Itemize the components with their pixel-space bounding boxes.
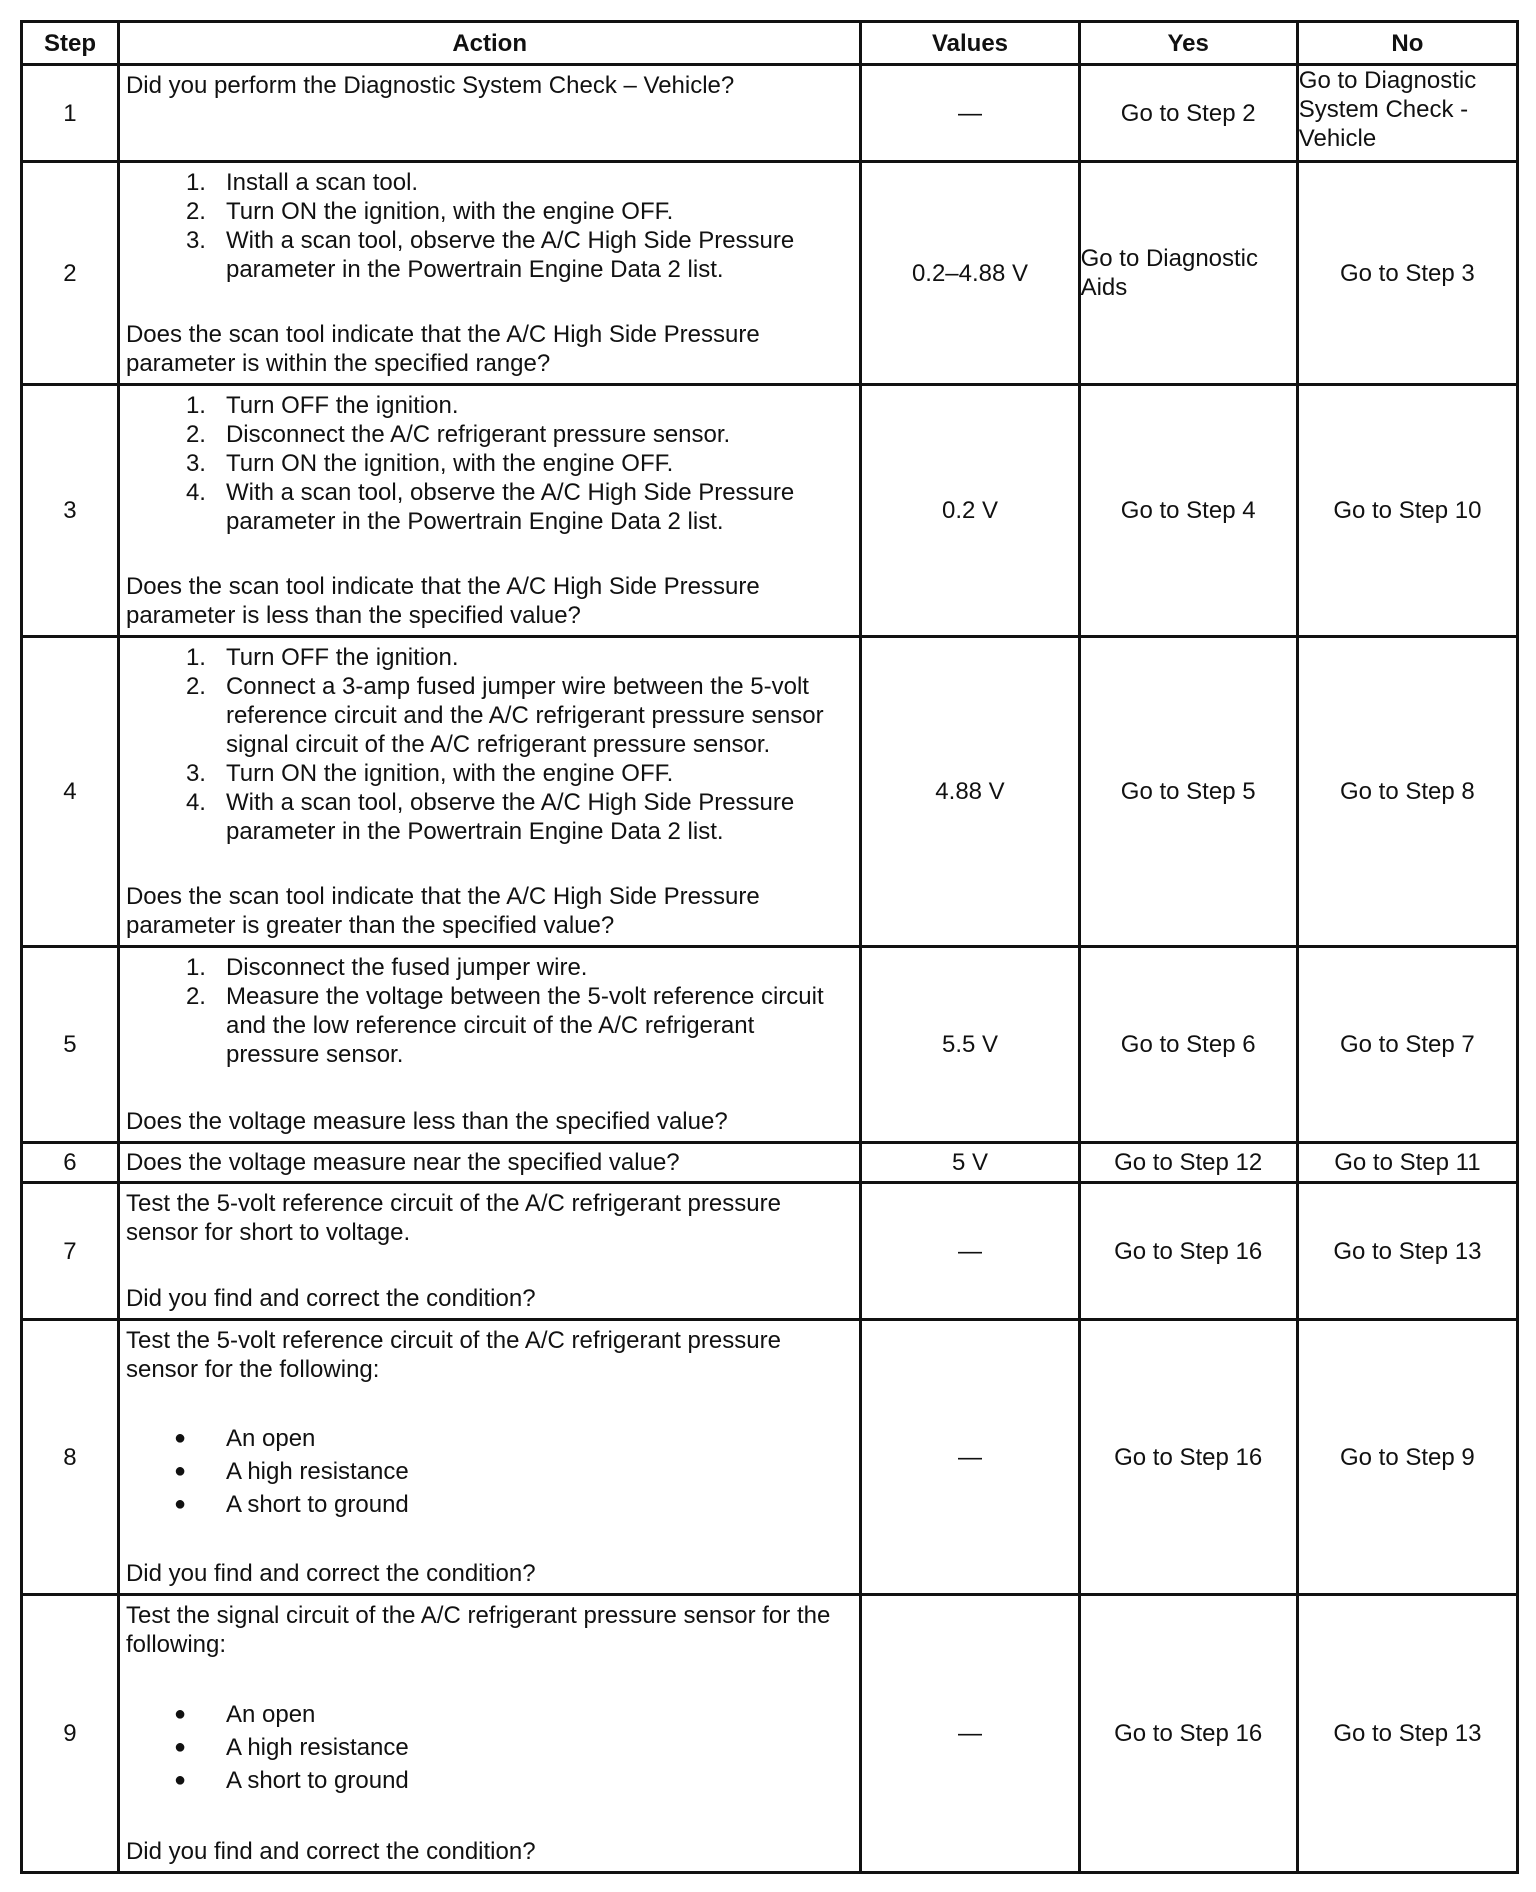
no-cell: Go to Step 8: [1297, 637, 1517, 947]
no-cell: Go to Step 11: [1297, 1143, 1517, 1183]
action-text: Does the voltage measure near the specified value?: [125, 1149, 680, 1176]
bullet-item: ● A high resistance: [126, 1455, 853, 1488]
action-cell: [118, 162, 860, 385]
action-cell: [118, 385, 860, 637]
step-number: 5: [22, 947, 119, 1143]
step-number: 1: [22, 65, 119, 162]
bullet-item: ● A high resistance: [126, 1731, 853, 1764]
table-row: [22, 1320, 1518, 1595]
question-text: Did you find and correct the condition?: [125, 1284, 536, 1312]
header-values: Values: [861, 22, 1079, 65]
instruction-item: 3. Turn ON the ignition, with the engine OFF.: [185, 449, 674, 477]
value-cell: 0.2 V: [861, 385, 1079, 637]
question-text: Does the voltage measure less than the specified value?: [125, 1107, 728, 1135]
step-number: 7: [22, 1183, 119, 1320]
instruction-item: 3. Turn ON the ignition, with the engine OFF.: [185, 759, 674, 787]
action-text: Did you perform the Diagnostic System Check – Vehicle?: [125, 71, 735, 99]
bullet-icon: ●: [173, 1736, 187, 1758]
instruction-item: 2. Turn ON the ignition, with the engine OFF.: [185, 197, 674, 225]
header-no: No: [1297, 22, 1517, 65]
action-text: Test the signal circuit of the A/C refrigerant pressure sensor for the following:: [125, 1601, 831, 1658]
table-row: [22, 1595, 1518, 1873]
table-row: [22, 162, 1518, 385]
instruction-list: [126, 168, 853, 284]
value-cell: 0.2–4.88 V: [861, 162, 1079, 385]
instruction-item: 2. Disconnect the A/C refrigerant pressure sensor.: [185, 420, 731, 448]
bullet-list: [126, 1698, 853, 1797]
step-number: 3: [22, 385, 119, 637]
action-cell: [118, 65, 860, 162]
diagnostic-table: [20, 20, 1519, 1874]
action-text: Test the 5-volt reference circuit of the A/C refrigerant pressure sensor for the following:: [125, 1326, 781, 1383]
step-number: 6: [22, 1143, 119, 1183]
action-cell: [118, 1595, 860, 1873]
bullet-item: ● A short to ground: [126, 1488, 853, 1521]
bullet-icon: ●: [173, 1459, 187, 1482]
instruction-item: 1. Turn OFF the ignition.: [185, 391, 459, 419]
yes-cell: Go to Diagnostic Aids: [1079, 162, 1297, 385]
yes-cell: Go to Step 6: [1079, 947, 1297, 1143]
value-cell: —: [861, 1183, 1079, 1320]
no-cell: Go to Step 7: [1297, 947, 1517, 1143]
question-text: Did you find and correct the condition?: [125, 1559, 536, 1587]
step-number: 2: [22, 162, 119, 385]
table-row: [22, 1143, 1518, 1183]
action-cell: [118, 1143, 860, 1183]
value-cell: —: [861, 1320, 1079, 1595]
instruction-item: 4. With a scan tool, observe the A/C High Side Pressure parameter in the Powertrain Engine Data 2 list.: [185, 788, 795, 845]
action-text: Test the 5-volt reference circuit of the A/C refrigerant pressure sensor for short to voltage.: [125, 1189, 781, 1246]
value-cell: 5.5 V: [861, 947, 1079, 1143]
no-cell: Go to Step 3: [1297, 162, 1517, 385]
instruction-item: 4. With a scan tool, observe the A/C High Side Pressure parameter in the Powertrain Engine Data 2 list.: [185, 478, 795, 535]
question-text: Does the scan tool indicate that the A/C High Side Pressure parameter is greater than the specified value?: [125, 882, 760, 939]
instruction-list: [126, 391, 853, 536]
no-cell: Go to Step 10: [1297, 385, 1517, 637]
yes-cell: Go to Step 5: [1079, 637, 1297, 947]
table-row: [22, 637, 1518, 947]
header-yes: Yes: [1079, 22, 1297, 65]
instruction-item: 1. Disconnect the fused jumper wire.: [185, 953, 588, 981]
question-text: Did you find and correct the condition?: [125, 1837, 536, 1865]
no-cell: Go to Step 13: [1297, 1595, 1517, 1873]
value-cell: —: [861, 65, 1079, 162]
action-cell: [118, 947, 860, 1143]
table-row: [22, 1183, 1518, 1320]
action-cell: [118, 1183, 860, 1320]
bullet-icon: ●: [173, 1426, 187, 1449]
instruction-list: [126, 953, 853, 1069]
question-text: Does the scan tool indicate that the A/C High Side Pressure parameter is less than the specified value?: [125, 572, 760, 629]
bullet-icon: ●: [173, 1703, 187, 1725]
bullet-icon: ●: [173, 1492, 187, 1515]
instruction-item: 1. Turn OFF the ignition.: [185, 643, 459, 671]
header-action: Action: [118, 22, 860, 65]
instruction-item: 2. Connect a 3-amp fused jumper wire between the 5-volt reference circuit and the A/C refrigerant pressure sensor signal circuit of the A/C refrigerant pressure sensor.: [185, 672, 824, 758]
instruction-item: 2. Measure the voltage between the 5-volt reference circuit and the low reference circuit of the A/C refrigerant pressure sensor.: [185, 982, 824, 1068]
no-cell: Go to Step 9: [1297, 1320, 1517, 1595]
bullet-icon: ●: [173, 1769, 187, 1791]
instruction-item: 1. Install a scan tool.: [185, 168, 419, 196]
bullet-item: ● A short to ground: [126, 1764, 853, 1797]
table-row: [22, 947, 1518, 1143]
yes-cell: Go to Step 16: [1079, 1320, 1297, 1595]
no-cell: Go to Diagnostic System Check - Vehicle: [1297, 65, 1517, 162]
no-cell: Go to Step 13: [1297, 1183, 1517, 1320]
bullet-list: [126, 1422, 853, 1521]
question-text: Does the scan tool indicate that the A/C High Side Pressure parameter is within the specified range?: [125, 320, 760, 377]
yes-cell: Go to Step 16: [1079, 1595, 1297, 1873]
yes-cell: Go to Step 4: [1079, 385, 1297, 637]
header-row: [22, 22, 1518, 65]
table-row: [22, 65, 1518, 162]
table-row: [22, 385, 1518, 637]
action-cell: [118, 637, 860, 947]
step-number: 9: [22, 1595, 119, 1873]
yes-cell: Go to Step 12: [1079, 1143, 1297, 1183]
value-cell: —: [861, 1595, 1079, 1873]
bullet-item: ● An open: [126, 1422, 853, 1455]
value-cell: 4.88 V: [861, 637, 1079, 947]
step-number: 8: [22, 1320, 119, 1595]
yes-cell: Go to Step 2: [1079, 65, 1297, 162]
action-cell: [118, 1320, 860, 1595]
instruction-list: [126, 643, 853, 846]
instruction-item: 3. With a scan tool, observe the A/C High Side Pressure parameter in the Powertrain Engine Data 2 list.: [185, 226, 795, 283]
header-step: Step: [22, 22, 119, 65]
yes-cell: Go to Step 16: [1079, 1183, 1297, 1320]
bullet-item: ● An open: [126, 1698, 853, 1731]
step-number: 4: [22, 637, 119, 947]
value-cell: 5 V: [861, 1143, 1079, 1183]
